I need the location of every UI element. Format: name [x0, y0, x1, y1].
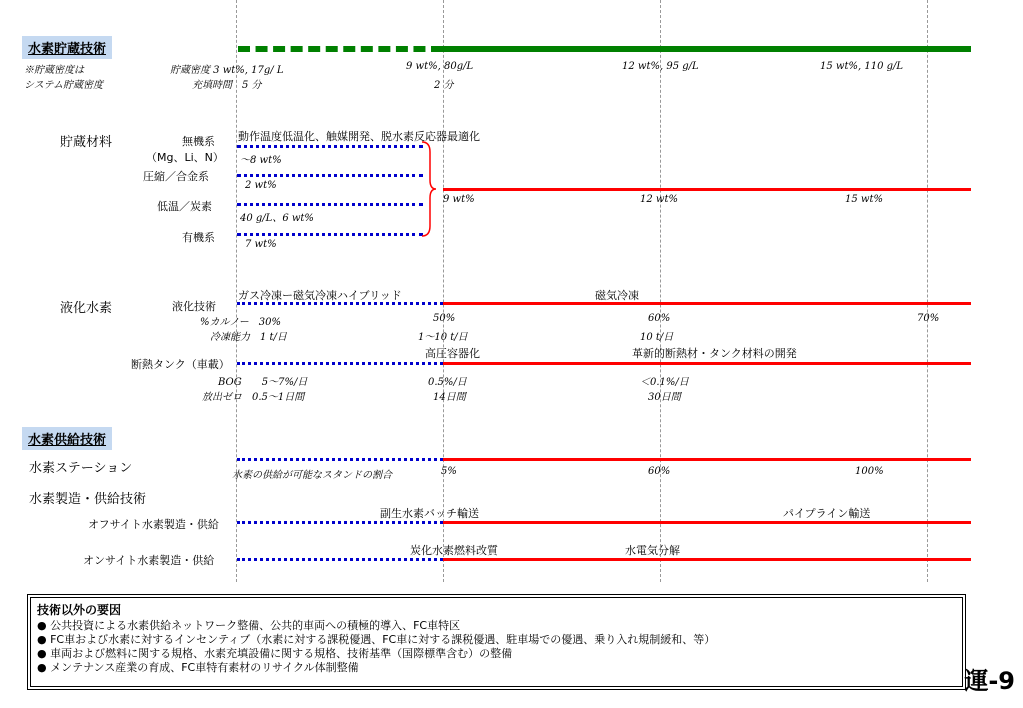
station-title: 水素ステーション [29, 461, 133, 476]
liquefaction-carnot-m2: 60% [648, 313, 671, 324]
station-red [443, 458, 971, 461]
organic-line [237, 233, 423, 236]
storage-green-dashed [238, 46, 443, 52]
onsite-dotted [237, 558, 443, 561]
liquefaction-capacity-m2: 10 t/日 [640, 332, 674, 343]
supply-header: 水素供給技術 [22, 427, 112, 450]
storage-density-m1: 9 wt%, 80g/L [406, 61, 474, 72]
liquefaction-carnot: %カルノー 30% [200, 317, 282, 328]
tank-label: 断熱タンク（車載） [131, 358, 230, 371]
tank-red [443, 362, 971, 365]
storage-green-solid [443, 46, 971, 52]
liquefaction-tech-dotted [237, 302, 443, 305]
factors-title: 技術以外の要因 [37, 603, 122, 617]
tank-bog-m2: ＜0.1%/日 [640, 377, 689, 388]
station-dotted [237, 458, 443, 461]
cryo-line [237, 203, 423, 206]
onsite-label: オンサイト水素製造・供給 [83, 554, 215, 567]
offsite-label: オフサイト水素製造・供給 [88, 518, 219, 531]
material-inorganic-sub: （Mg、Li、N） [146, 151, 224, 164]
liquefaction-carnot-m1: 50% [433, 313, 456, 324]
factor-item: ● FC車および水素に対するインセンティブ（水素に対する課税優遇、FC車に対する課税優遇、駐車場での優遇、乗り入れ規制緩和、等） [37, 633, 716, 646]
onsite-note-2: 水電気分解 [625, 544, 680, 557]
inorganic-value: 〜8 wt% [240, 155, 282, 166]
factor-item: ● 車両および燃料に関する規格、水素充填設備に関する規格、技術基準（国際標準含む）の整備 [37, 647, 513, 660]
liquefaction-tech-red [443, 302, 971, 305]
liquefaction-tech-note-1: ガス冷凍ー磁気冷凍ハイブリッド [238, 289, 402, 302]
tank-zero: 放出ゼロ 0.5〜1日間 [202, 392, 305, 403]
compressed-value: 2 wt% [245, 180, 277, 191]
factor-item: ● メンテナンス産業の育成、FC車特有素材のリサイクル体制整備 [37, 661, 359, 674]
material-compressed: 圧縮／合金系 [143, 170, 209, 183]
factor-item: ● 公共投資による水素供給ネットワーク整備、公共的車両への積極的導入、FC車特区 [37, 619, 461, 632]
station-note: 水素の供給が可能なスタンドの割合 [232, 470, 392, 481]
offsite-note-2: パイプライン輸送 [783, 507, 871, 520]
materials-red-line [443, 188, 971, 191]
materials-title: 貯蔵材料 [60, 135, 113, 150]
offsite-dotted [237, 521, 443, 524]
tank-note-2: 革新的断熱材・タンク材料の開発 [632, 347, 797, 360]
material-inorganic: 無機系 [182, 135, 215, 148]
cryo-value: 40 g/L、6 wt% [240, 213, 314, 224]
factors-box-inner [30, 597, 963, 687]
milestone-line-3 [927, 0, 928, 582]
storage-header: 水素貯蔵技術 [22, 36, 112, 59]
tank-note-1: 高圧容器化 [425, 347, 480, 360]
liquefaction-carnot-m3: 70% [917, 313, 940, 324]
materials-m1: 9 wt% [443, 194, 475, 205]
storage-note-2: システム貯蔵密度 [24, 80, 103, 91]
milestone-line-2 [660, 0, 661, 582]
storage-density-current: 貯蔵密度 3 wt%, 17g/ L [170, 65, 284, 76]
production-title: 水素製造・供給技術 [29, 492, 147, 507]
station-value-2: 60% [648, 466, 671, 477]
tank-zero-m1: 14日間 [433, 392, 466, 403]
storage-density-m3: 15 wt%, 110 g/L [820, 61, 904, 72]
onsite-note-1: 炭化水素燃料改質 [410, 544, 498, 557]
storage-density-m2: 12 wt%, 95 g/L [622, 61, 699, 72]
factors-box [27, 594, 966, 690]
materials-m3: 15 wt% [845, 194, 883, 205]
merge-bracket [420, 140, 440, 238]
page-number: 運-9 [964, 667, 1015, 695]
onsite-red [443, 558, 971, 561]
liquefaction-capacity-m1: 1〜10 t/日 [418, 332, 468, 343]
liquefaction-tech-label: 液化技術 [172, 300, 216, 313]
material-cryo: 低温／炭素 [157, 200, 212, 213]
liquefaction-title: 液化水素 [60, 301, 113, 316]
inorganic-line [237, 145, 423, 148]
materials-m2: 12 wt% [640, 194, 678, 205]
liquefaction-tech-note-2: 磁気冷凍 [595, 289, 639, 302]
tank-bog: BOG 5〜7%/日 [218, 377, 308, 388]
material-organic: 有機系 [182, 231, 215, 244]
materials-note: 動作温度低温化、触媒開発、脱水素反応器最適化 [238, 130, 480, 143]
storage-fill-current: 充填時間 5 分 [192, 80, 262, 91]
tank-dotted [237, 362, 443, 365]
tank-zero-m2: 30日間 [648, 392, 681, 403]
compressed-line [237, 174, 423, 177]
station-value-3: 100% [855, 466, 884, 477]
liquefaction-capacity: 冷凍能力 1 t/日 [210, 332, 287, 343]
storage-note-1: ※貯蔵密度は [24, 65, 84, 76]
storage-fill-m1: 2 分 [434, 80, 454, 91]
station-value-1: 5% [441, 466, 457, 477]
tank-bog-m1: 0.5%/日 [428, 377, 467, 388]
offsite-note-1: 副生水素バッチ輸送 [380, 507, 479, 520]
organic-value: 7 wt% [245, 239, 277, 250]
offsite-red [443, 521, 971, 524]
